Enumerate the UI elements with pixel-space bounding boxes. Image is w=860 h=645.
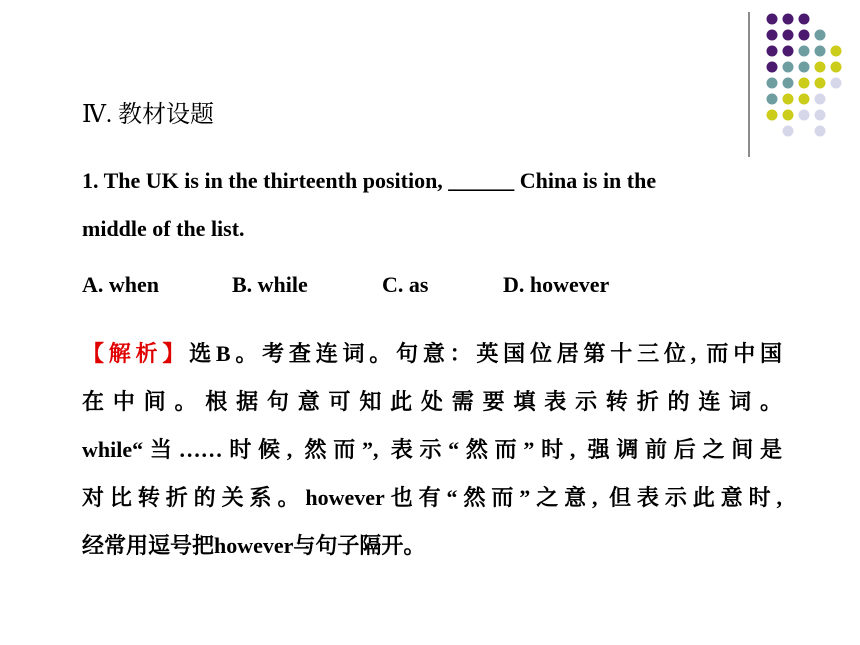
section-heading: Ⅳ. 教材设题	[82, 102, 214, 128]
divider-line	[748, 12, 750, 157]
analysis-line-2: 在中间。根据句意可知此处需要填表示转折的连词。	[82, 389, 782, 414]
question-text	[82, 157, 782, 253]
analysis-block	[82, 330, 782, 570]
analysis-line-1-text: 选B。考查连词。句意：英国位居第十三位, 而中国	[189, 341, 782, 366]
analysis-line-1	[82, 330, 782, 378]
analysis-line-3: while“当……时候, 然而”, 表示“然而”时, 强调前后之间是	[82, 437, 782, 462]
analysis-line-4: 对比转折的关系。however也有“然而”之意, 但表示此意时,	[82, 485, 782, 510]
answer-options	[82, 268, 782, 302]
option-c: C. as	[382, 272, 429, 297]
analysis-line-5: 经常用逗号把however与句子隔开。	[82, 533, 426, 558]
option-d: D. however	[503, 272, 610, 297]
option-b: B. while	[232, 272, 308, 297]
dots-yellow	[767, 46, 842, 121]
question-line-2: middle of the list.	[82, 216, 245, 241]
analysis-tag: 【解析】	[82, 341, 190, 366]
question-line-1: 1. The UK is in the thirteenth position, ______ China is in the	[82, 168, 657, 193]
option-a: A. when	[82, 272, 160, 297]
